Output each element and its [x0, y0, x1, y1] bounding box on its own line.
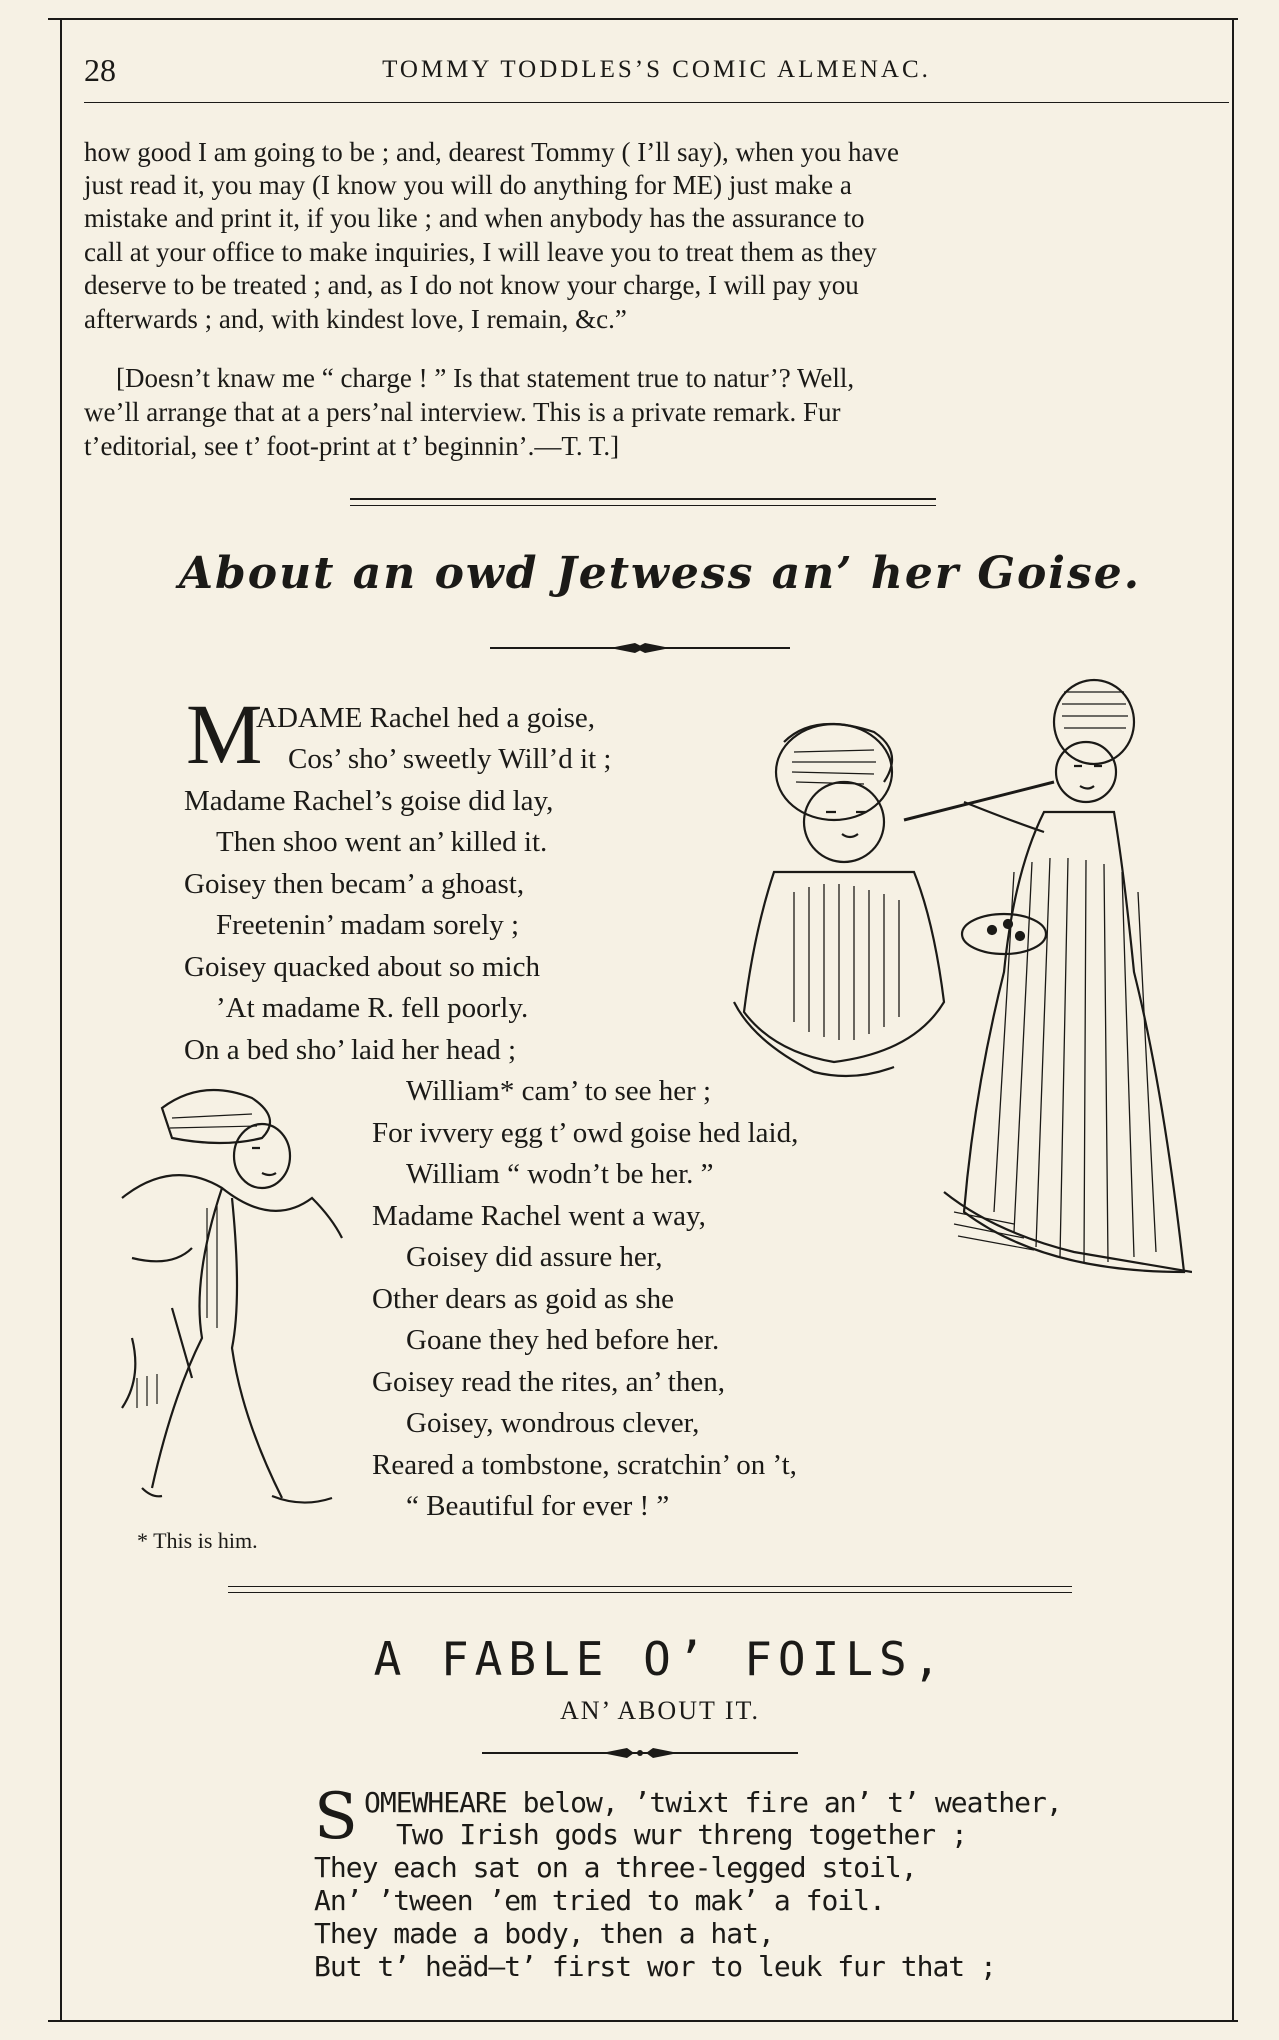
- poem-dropcap: M: [186, 686, 263, 782]
- verse-line: Madame Rachel’s goise did lay,: [184, 785, 554, 817]
- ornament-divider: [482, 1746, 798, 1760]
- verse-line: Other dears as goid as she: [372, 1283, 674, 1315]
- header-rule: [84, 102, 1229, 103]
- verse-line: William “ wodn’t be her. ”: [406, 1158, 714, 1190]
- letter-line: call at your office to make inquiries, I will leave you to treat them as they: [84, 237, 877, 267]
- section-rule: [350, 505, 936, 506]
- fable-subtitle: AN’ ABOUT IT.: [559, 1696, 761, 1725]
- verse-line: Goisey did assure her,: [406, 1241, 663, 1273]
- fable-line: OMEWHEARE below, ’twixt fire an’ t’ weather,: [364, 1786, 1062, 1819]
- page-number: 28: [84, 51, 116, 88]
- letter-line: just read it, you may (I know you will do anything for ME) just make a: [84, 170, 852, 200]
- verse-line: Goisey quacked about so mich: [184, 951, 540, 983]
- verse-line: Then shoo went an’ killed it.: [216, 826, 548, 858]
- section-rule: [228, 1592, 1072, 1593]
- verse-line: For ivvery egg t’ owd goise hed laid,: [372, 1117, 799, 1149]
- fable-dropcap: S: [314, 1780, 358, 1854]
- fable-line: They made a body, then a hat,: [314, 1917, 774, 1950]
- verse-line: Madame Rachel went a way,: [372, 1200, 706, 1232]
- verse-line: ’At madame R. fell poorly.: [216, 992, 529, 1024]
- editor-note-line: we’ll arrange that at a pers’nal interview. This is a private remark. Fur: [84, 397, 841, 427]
- fable-line: Two Irish gods wur threng together ;: [396, 1818, 967, 1851]
- fable-line: But t’ heäd—t’ first wor to leuk fur that ;: [314, 1950, 996, 1983]
- verse-line: William* cam’ to see her ;: [406, 1075, 712, 1107]
- letter-line: mistake and print it, if you like ; and when anybody has the assurance to: [84, 203, 865, 233]
- letter-line: how good I am going to be ; and, dearest Tommy ( I’ll say), when you have: [84, 137, 899, 167]
- page-border-right: [1232, 18, 1234, 2020]
- running-title: TOMMY TODDLES’S COMIC ALMENAC.: [382, 56, 931, 83]
- letter-line: afterwards ; and, with kindest love, I remain, &c.”: [84, 304, 627, 334]
- fable-title: A FABLE O’ FOILS,: [373, 1632, 947, 1686]
- fable-line: They each sat on a three-legged stoil,: [314, 1851, 917, 1884]
- poem-title: About an owd Jetwess an’ her Goise.: [178, 548, 1142, 599]
- editor-note-line: t’editorial, see t’ foot-print at t’ beginnin’.—T. T.]: [84, 431, 620, 461]
- letter-line: deserve to be treated ; and, as I do not know your charge, I will pay you: [84, 270, 859, 300]
- verse-line: On a bed sho’ laid her head ;: [184, 1034, 517, 1066]
- section-rule: [228, 1586, 1072, 1587]
- page-border-left: [60, 18, 62, 2020]
- verse-line: “ Beautiful for ever ! ”: [406, 1490, 670, 1522]
- section-rule: [350, 498, 936, 500]
- illustration-william: [112, 1078, 362, 1520]
- verse-line: Reared a tombstone, scratchin’ on ’t,: [372, 1449, 797, 1481]
- editor-note-line: [Doesn’t knaw me “ charge ! ” Is that statement true to natur’? Well,: [116, 363, 855, 393]
- footnote: * This is him.: [137, 1528, 258, 1553]
- page-border-bottom: [48, 2020, 1238, 2022]
- fable-line: An’ ’tween ’em tried to mak’ a foil.: [314, 1884, 885, 1917]
- verse-line: Cos’ sho’ sweetly Will’d it ;: [288, 743, 612, 775]
- verse-line: Freetenin’ madam sorely ;: [216, 909, 520, 941]
- illustration-two-women: [714, 672, 1192, 1282]
- verse-line: Goisey, wondrous clever,: [406, 1407, 700, 1439]
- verse-line: Goisey then becam’ a ghoast,: [184, 868, 525, 900]
- page-border-top: [48, 18, 1238, 20]
- verse-line: Goane they hed before her.: [406, 1324, 720, 1356]
- verse-line: ADAME Rachel hed a goise,: [256, 702, 596, 734]
- verse-line: Goisey read the rites, an’ then,: [372, 1366, 725, 1398]
- running-header: [84, 48, 1229, 92]
- ornament-divider: [490, 640, 790, 656]
